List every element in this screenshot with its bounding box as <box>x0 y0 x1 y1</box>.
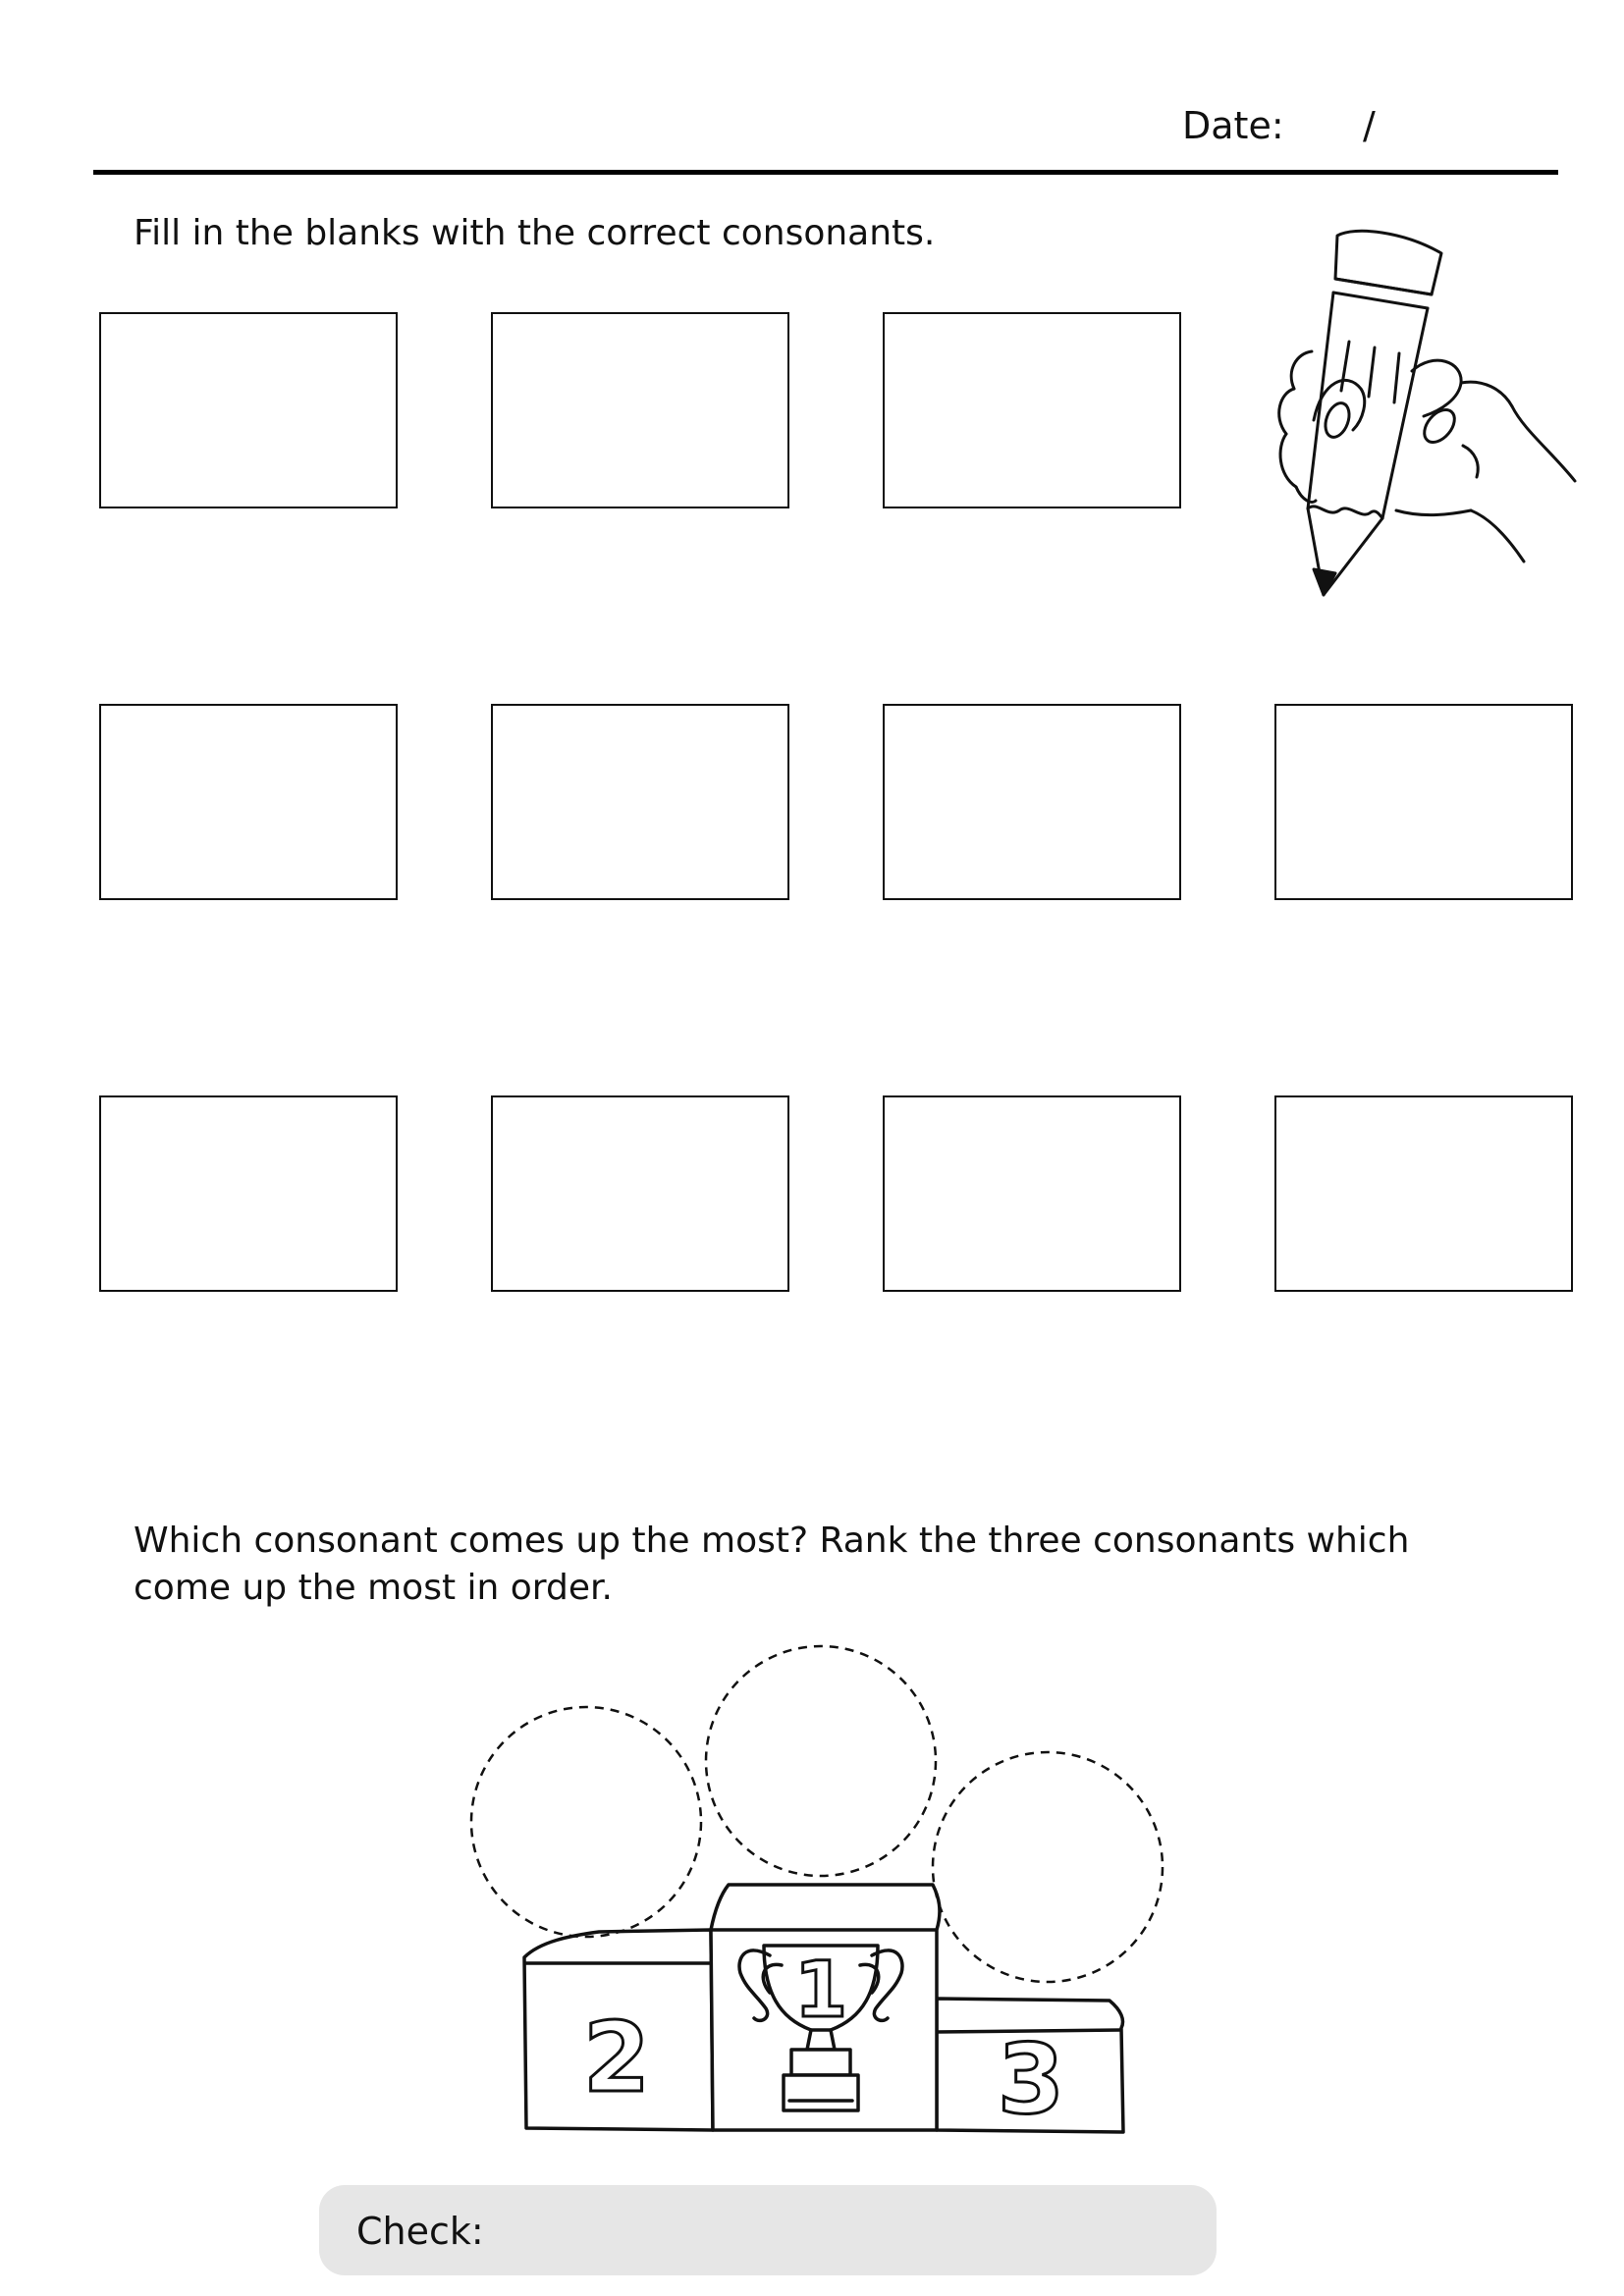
answer-box-3-1[interactable] <box>99 1095 398 1292</box>
second-place-number: 2 <box>582 2002 651 2114</box>
rank-consonants-instruction: Which consonant comes up the most? Rank the three consonants which come up the most in order. <box>134 1521 1410 1608</box>
hand-pencil-icon <box>1267 224 1591 609</box>
third-place-circle[interactable] <box>933 1752 1163 1982</box>
answer-box-1-3[interactable] <box>883 312 1181 508</box>
fill-blanks-instruction: Fill in the blanks with the correct consonants. <box>134 213 936 253</box>
answer-box-3-4[interactable] <box>1274 1095 1573 1292</box>
first-place-number: 1 <box>793 1947 848 2035</box>
check-label: Check: <box>356 2210 484 2253</box>
date-label: Date: <box>1182 104 1284 147</box>
date-separator: / <box>1363 104 1376 147</box>
first-place-circle[interactable] <box>706 1646 936 1876</box>
answer-box-3-2[interactable] <box>491 1095 789 1292</box>
answer-box-2-4[interactable] <box>1274 704 1573 900</box>
answer-box-2-3[interactable] <box>883 704 1181 900</box>
check-bar[interactable] <box>319 2185 1217 2275</box>
podium-illustration <box>461 1639 1168 2150</box>
answer-box-3-3[interactable] <box>883 1095 1181 1292</box>
third-place-number: 3 <box>997 2024 1065 2136</box>
header-divider <box>93 170 1558 175</box>
answer-box-1-2[interactable] <box>491 312 789 508</box>
second-place-circle[interactable] <box>471 1707 701 1937</box>
answer-box-2-2[interactable] <box>491 704 789 900</box>
answer-box-1-1[interactable] <box>99 312 398 508</box>
answer-box-2-1[interactable] <box>99 704 398 900</box>
